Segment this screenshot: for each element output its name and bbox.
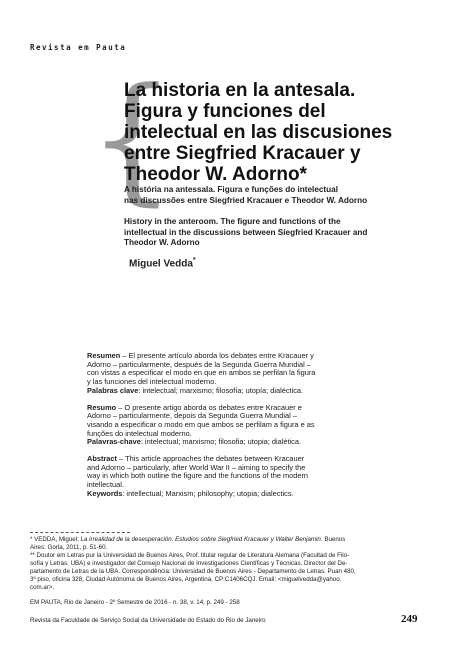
keywords-label: Palabras clave (87, 385, 139, 395)
abstract-text: – O presente artigo aborda os debates entre Kracauer e (116, 402, 302, 412)
abstract-portuguese (87, 404, 367, 448)
subtitle-line: History in the anteroom. The figure and functions of the (124, 217, 341, 226)
footer-journal: Revista da Faculdade de Serviço Social da Universidade do Estado do Rio de Janeiro (30, 617, 266, 624)
author-name-text: Miguel Vedda (129, 258, 193, 270)
abstract-text: Adorno – particularmente, después de la Segunda Guerra Mundial – (87, 359, 311, 369)
footnote-1: * VEDDA, Miguel; La irrealidad de la desesperación. Estudios sobre Siegfried Kracauer y Walter Benjamin. Buenos (30, 536, 346, 543)
abstract-text: visando a especificar o modo em que ambos se perfilam a figura e as (87, 419, 315, 429)
title-line: Figura y funciones del (124, 101, 326, 122)
abstracts (87, 352, 367, 507)
abstract-text: con vistas a especificar el modo en que en ambos se perfilan la figura (87, 368, 316, 378)
footnote-divider (30, 532, 130, 533)
subtitle-line: A história na antessala. Figura e funções do intelectual (124, 185, 338, 194)
abstract-text: intellectual. (87, 480, 124, 490)
keywords-text: : intellectual; Marxism; philosophy; utopia; dialectics. (122, 488, 294, 498)
title-portuguese (124, 185, 424, 206)
title-line: intelectual en las discusiones (124, 122, 393, 143)
footer-citation: EM PAUTA, Rio de Janeiro - 2º Semestre de 2016 - n. 38, v. 14, p. 249 - 258 (30, 599, 240, 606)
abstract-text: Adorno – particularmente, depois da Segunda Guerra Mundial – (87, 411, 297, 421)
keywords-label: Palavras-chave (87, 437, 141, 447)
abstract-text: funções do intelectual moderno. (87, 428, 192, 438)
abstract-text: – This article approaches the debates between Kracauer (116, 454, 305, 464)
keywords-text: : intelectual; marxismo; filosofia; utopia; dialética. (140, 437, 302, 447)
keywords-label: Keywords (87, 488, 123, 498)
footnotes (30, 536, 422, 592)
title-line: La historia en la antesala. (124, 80, 356, 101)
abstract-text: and Adorno – particularly, after World War II – aiming to specify the (87, 462, 306, 472)
abstract-label: Resumo (87, 402, 117, 412)
abstract-spanish (87, 352, 367, 396)
footnote-2: ** Doutor em Letras pur la Universidad de Buenos Aires, Prof. titular regular de Literatura Alemana (Facultad de Filo- (30, 552, 350, 559)
footnote-2: partamento de Letras de la UBA. Correspondência: Universidad de Buenos Aires - Departamento de Letras. Puan 480, (30, 568, 356, 575)
footnote-2: 3º piso, oficina 328, Ciudad Autónoma de Buenos Aires, Argentina. CP:C1406CQJ. Email: <miguelvedda@yahoo. (30, 576, 342, 583)
subtitle-line: nas discussões entre Siegfried Kracauer e Theodor W. Adorno (124, 195, 368, 205)
footnote-1-cont: Aires: Gorla, 2011, p. 51-60. (30, 544, 108, 551)
subtitle-line: Theodor W. Adorno (124, 238, 200, 247)
page-number: 249 (401, 613, 418, 625)
title-line: Theodor W. Adorno* (124, 164, 307, 185)
title-english (124, 217, 424, 249)
abstract-text: y las funciones del intelectual moderno. (87, 377, 217, 387)
keywords-text: : intelectual; marxismo; filosofía; utopía; dialéctica. (138, 385, 304, 395)
article-title (124, 80, 424, 185)
subtitle-line: intellectual in the discussions between Siegfried Kracauer and (124, 227, 368, 237)
decorative-brace: { (88, 58, 176, 219)
abstract-english (87, 455, 367, 499)
footnote-2: com.ar>. (30, 584, 55, 591)
author-name (129, 257, 196, 269)
author-footnote-mark: * (192, 257, 196, 264)
abstract-label: Abstract (87, 454, 117, 464)
title-line: entre Siegfried Kracauer y (124, 143, 361, 164)
abstract-text: – El presente artículo aborda los debates entre Kracauer y (120, 351, 314, 360)
abstract-label: Resumen (87, 351, 121, 360)
journal-section-label: Revista em Pauta (30, 43, 127, 52)
footnote-2: sofía y Letras, UBA) e investigador del Consejo Nacional de Investigaciones Científicas y Técnicas. Director del De- (30, 560, 348, 567)
abstract-text: way in which both outline the figure and the functions of the modern (87, 471, 309, 481)
